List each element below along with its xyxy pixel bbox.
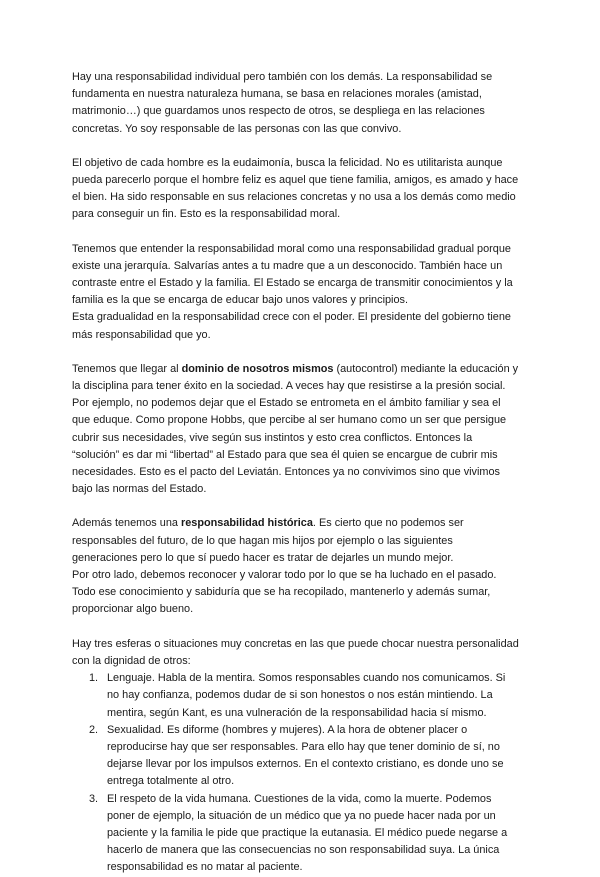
- bold-term-historical-responsibility: responsabilidad histórica: [180, 517, 313, 530]
- text-line: Lenguaje. Habla de la mentira. Somos responsables cuando nos comunicamos. Si: [107, 672, 506, 685]
- text-line: para conseguir un fin. Esto es la responsabilidad moral.: [72, 208, 341, 221]
- list-number: 2.: [89, 723, 99, 736]
- text-line: más responsabilidad que yo.: [72, 328, 211, 341]
- text-line: El objetivo de cada hombre es la eudaimonía, busca la felicidad. No es utilitarista aunque: [72, 156, 503, 169]
- text-line: con la dignidad de otros:: [72, 654, 191, 667]
- text-line: hacerlo de manera que las consecuencias no son responsabilidad suya. La única: [107, 844, 500, 857]
- text-line: concretas. Yo soy responsable de las personas con las que convivo.: [72, 122, 402, 135]
- paragraph-self-control: [72, 361, 532, 499]
- text-line: “solución” es dar mi “libertad” al Estado para que sea él quien se encargue de cubrir mis: [72, 448, 498, 461]
- text-line: existe una jerarquía. Salvarías antes a tu madre que a un desconocido. También hace un: [72, 259, 503, 272]
- text-line: mentira, según Kant, es una vulneración de la responsabilidad hacia sí mismo.: [107, 706, 487, 719]
- list-number: 1.: [89, 672, 99, 685]
- list-item: [72, 722, 532, 791]
- text-line: Hay tres esferas o situaciones muy concretas en las que puede chocar nuestra personalidad: [72, 637, 519, 650]
- text-span: . Es cierto que no podemos ser: [312, 517, 464, 530]
- text-line: bajo las normas del Estado.: [72, 483, 207, 496]
- paragraph-eudaimonia: [72, 155, 532, 224]
- text-line: entrega totalmente al otro.: [107, 775, 235, 788]
- text-line: dejarse llevar por los impulsos externos. En el contexto cristiano, es donde uno se: [107, 758, 504, 771]
- text-line: cubrir sus necesidades, vive según sus instintos y esto crea conflictos. Entonces la: [72, 431, 473, 444]
- text-line: [72, 515, 532, 532]
- text-line: Todo ese conocimiento y sabiduría que se ha recopilado, mantenerlo y además sumar,: [72, 586, 491, 599]
- text-line: que eduque. Como propone Hobbs, que percibe al ser humano como un ser que persigue: [72, 414, 507, 427]
- text-span: (autocontrol) mediante la educación y: [333, 362, 519, 375]
- text-line: [72, 361, 532, 378]
- text-span: Tenemos que llegar al: [72, 362, 182, 375]
- numbered-list: [72, 670, 532, 876]
- text-line: matrimonio…) que guardamos unos respecto de otros, se despliega en las relaciones: [72, 105, 485, 118]
- text-line: no hay confianza, podemos dudar de si son honestos o nos están mintiendo. La: [107, 689, 493, 702]
- text-line: El respeto de la vida humana. Cuestiones de la vida, como la muerte. Podemos: [107, 792, 492, 805]
- text-line: poner de ejemplo, la situación de un médico que ya no puede hacer nada por un: [107, 809, 496, 822]
- text-line: familia es la que se encarga de educar bajo unos valores y principios.: [72, 294, 408, 307]
- text-line: responsables del futuro, de lo que hagan mis hijos por ejemplo o las siguientes: [72, 534, 453, 547]
- text-line: contraste entre el Estado y la familia. El Estado se encarga de transmitir conocimientos y la: [72, 277, 513, 290]
- paragraph-historical-responsibility: [72, 515, 532, 618]
- paragraph-gradual-responsibility: [72, 241, 532, 344]
- document-body: [72, 69, 532, 877]
- list-item: [72, 670, 532, 722]
- text-line: Sexualidad. Es diforme (hombres y mujeres). A la hora de obtener placer o: [107, 723, 468, 736]
- text-line: la disciplina para tener éxito en la sociedad. A veces hay que resistirse a la presión social.: [72, 380, 506, 393]
- list-item: [72, 791, 532, 877]
- text-line: generaciones pero lo que sí puedo hacer es tratar de dejarles un mundo mejor.: [72, 551, 454, 564]
- text-line: Por ejemplo, no podemos dejar que el Estado se entrometa en el ámbito familiar y sea el: [72, 397, 501, 410]
- text-line: responsabilidad es no matar al paciente.: [107, 861, 303, 874]
- text-line: pueda parecerlo porque el hombre feliz es aquel que tiene familia, amigos, es amado y hace: [72, 174, 519, 187]
- text-line: paciente y la familia le pide que practique la eutanasia. El médico puede negarse a: [107, 826, 508, 839]
- paragraph-three-spheres: [72, 636, 532, 877]
- text-line: Esta gradualidad en la responsabilidad crece con el poder. El presidente del gobierno tiene: [72, 311, 511, 324]
- text-line: fundamenta en nuestra naturaleza humana, se basa en relaciones morales (amistad,: [72, 88, 482, 101]
- text-line: reproducirse hay que ser responsables. Para ello hay que tener dominio de sí, no: [107, 740, 500, 753]
- paragraph-individual-responsibility: [72, 69, 532, 138]
- text-line: Por otro lado, debemos reconocer y valorar todo por lo que se ha luchado en el pasado.: [72, 569, 497, 582]
- text-line: el bien. Ha sido responsable en sus relaciones concretas y no usa a los demás como medio: [72, 191, 516, 204]
- text-line: proporcionar algo bueno.: [72, 603, 194, 616]
- text-line: necesidades. Esto es el pacto del Leviatán. Entonces ya no convivimos sino que vivimos: [72, 466, 500, 479]
- text-line: Hay una responsabilidad individual pero también con los demás. La responsabilidad se: [72, 71, 493, 83]
- text-line: Tenemos que entender la responsabilidad moral como una responsabilidad gradual porque: [72, 242, 511, 255]
- bold-term-self-mastery: dominio de nosotros mismos: [181, 362, 334, 375]
- list-number: 3.: [89, 792, 99, 805]
- text-span: Además tenemos una: [72, 517, 181, 530]
